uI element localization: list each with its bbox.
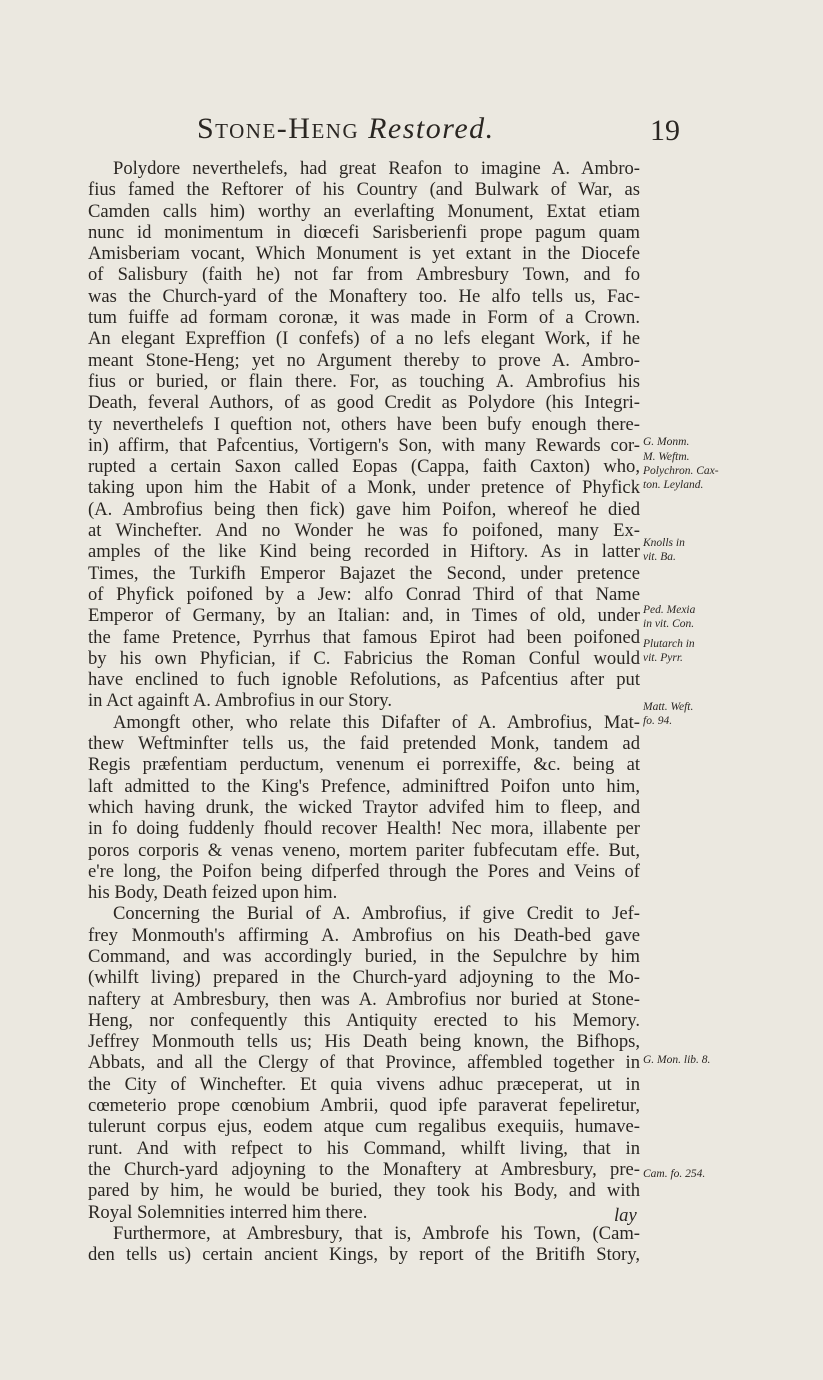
text-line: Times, the Turkifh Emperor Bajazet the Second, under pretence [88,562,640,584]
text-line: meant Stone-Heng; yet no Argument thereby to prove A. Ambro- [88,349,640,371]
text-line: frey Monmouth's affirming A. Ambrofius on his Death-bed gave [88,924,640,946]
text-line: the fame Pretence, Pyrrhus that famous Epirot had been poifoned [88,626,640,648]
text-line: rupted a certain Saxon called Eopas (Cappa, faith Caxton) who, [88,456,640,478]
text-line: fius famed the Reftorer of his Country (and Bulwark of War, as [88,179,640,201]
margin-note: vit. Ba. [643,551,676,563]
margin-note: Polychron. Cax- [643,465,719,477]
text-line: the Church-yard adjoyning to the Monaftery at Ambresbury, pre- [88,1158,640,1180]
margin-note: Plutarch in [643,638,695,650]
margin-note: G. Monm. [643,436,690,448]
margin-note: Cam. fo. 254. [643,1168,706,1180]
running-title [197,112,495,146]
page-number: 19 [650,114,680,147]
text-line: was the Church-yard of the Monaftery too. He alfo tells us, Fac- [88,285,640,307]
text-line: ty neverthelefs I queftion not, others have been bufy enough there- [88,413,640,435]
text-line: tulerunt corpus ejus, eodem atque cum regalibus exequiis, humave- [88,1116,640,1138]
catchword: lay [614,1205,637,1226]
text-line: Concerning the Burial of A. Ambrofius, if give Credit to Jef- [113,903,640,925]
margin-note: vit. Pyrr. [643,652,683,664]
text-line: in fo doing fuddenly fhould recover Health! Nec mora, illabente per [88,818,640,840]
text-line: his Body, Death feized upon him. [88,882,338,904]
text-line: taking upon him the Habit of a Monk, under pretence of Phyfick [88,477,640,499]
text-line: Royal Solemnities interred him there. [88,1201,368,1223]
text-line: den tells us) certain ancient Kings, by report of the Britifh Story, [88,1244,640,1266]
text-line: naftery at Ambresbury, then was A. Ambrofius nor buried at Stone- [88,988,640,1010]
text-line: Emperor of Germany, by an Italian: and, in Times of old, under [88,605,640,627]
text-line: by his own Phyfician, if C. Fabricius the Roman Conful would [88,647,640,669]
margin-note: fo. 94. [643,715,673,727]
text-line: runt. And with refpect to his Command, whilft living, that in [88,1137,640,1159]
text-line: pared by him, he would be buried, they took his Body, and with [88,1180,640,1202]
margin-note: Ped. Mexia [643,604,696,616]
text-line: e're long, the Poifon being difperfed through the Pores and Veins of [88,860,640,882]
margin-note: ton. Leyland. [643,479,704,491]
margin-note: M. Weftm. [643,451,690,463]
text-line: the City of Winchefter. Et quia vivens adhuc præceperat, ut in [88,1073,640,1095]
margin-note: in vit. Con. [643,618,695,630]
text-line: tum fuiffe ad formam coronæ, it was made in Form of a Crown. [88,307,640,329]
text-line: Abbats, and all the Clergy of that Province, affembled together in [88,1052,640,1074]
text-line: in Act againft A. Ambrofius in our Story. [88,690,393,712]
margin-note: Knolls in [643,537,685,549]
text-line: (A. Ambrofius being then fick) gave him Poifon, whereof he died [88,498,640,520]
running-title-italic: Restored. [368,112,495,145]
text-line: laft admitted to the King's Prefence, adminiftred Poifon unto him, [88,775,640,797]
text-line: (whilft living) prepared in the Church-yard adjoyning to the Mo- [88,967,640,989]
text-line: Amongft other, who relate this Difafter of A. Ambrofius, Mat- [113,711,640,733]
text-line: cœmeterio prope cœnobium Ambrii, quod ipfe paraverat fepeliretur, [88,1095,640,1117]
text-line: Regis præfentiam perductum, venenum ei porrexiffe, &c. being at [88,754,640,776]
text-line: Death, feveral Authors, of as good Credit as Polydore (his Integri- [88,392,640,414]
text-line: thew Weftminfter tells us, the faid pretended Monk, tandem ad [88,733,640,755]
text-line: poros corporis & venas veneno, mortem pariter fubfecutam effe. But, [88,839,640,861]
text-line: Camden calls him) worthy an everlafting Monument, Extat etiam [88,200,640,222]
text-line: Amisberiam vocant, Which Monument is yet extant in the Diocefe [88,243,640,265]
text-line: of Phyfick poifoned by a Jew: alfo Conrad Third of that Name [88,583,640,605]
running-title-main: Stone-Heng [197,112,360,145]
text-line: fius or buried, or flain there. For, as touching A. Ambrofius his [88,370,640,392]
margin-notes [643,0,823,1380]
text-line: which having drunk, the wicked Traytor advifed him to fleep, and [88,796,640,818]
text-line: An elegant Expreffion (I confefs) of a no lefs elegant Work, if he [88,328,640,350]
text-line: nunc id monimentum in diœcefi Sarisberienfi prope pagum quam [88,221,640,243]
margin-note: Matt. Weft. [643,701,694,713]
text-line: at Winchefter. And no Wonder he was fo poifoned, many Ex- [88,520,640,542]
text-line: of Salisbury (faith he) not far from Ambresbury Town, and fo [88,264,640,286]
text-line: Polydore neverthelefs, had great Reafon to imagine A. Ambro- [113,158,640,179]
text-line: amples of the like Kind being recorded in Hiftory. As in latter [88,541,640,563]
text-line: in) affirm, that Pafcentius, Vortigern's Son, with many Rewards cor- [88,434,640,456]
text-line: Furthermore, at Ambresbury, that is, Ambrofe his Town, (Cam- [113,1222,640,1244]
text-line: have enclined to fuch ignoble Refolutions, as Pafcentius after put [88,669,640,691]
margin-note: G. Mon. lib. 8. [643,1054,711,1066]
text-line: Command, and was accordingly buried, in the Sepulchre by him [88,945,640,967]
body-text [88,158,640,1265]
text-line: Jeffrey Monmouth tells us; His Death being known, the Bifhops, [88,1031,640,1053]
text-line: Heng, nor confequently this Antiquity erected to his Memory. [88,1009,640,1031]
